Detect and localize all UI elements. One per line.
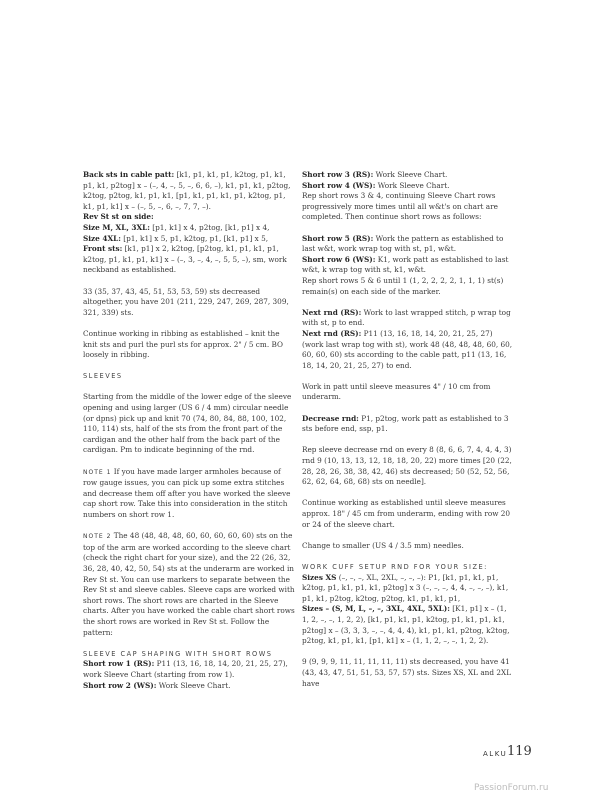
short-row-5: Short row 5 (RS): Work the pattern as established to last w&t, work wrap tog with st, p1, w&t. bbox=[302, 233, 504, 254]
sleeves-heading: SLEEVES bbox=[83, 372, 123, 381]
note1-paragraph: NOTE 1 If you have made larger armholes because of row gauge issues, you can pick up some extra stitches and decrease them off after you have worked the sleeve cap short row. Take this into consideration in the stitch numbers on short row 1. bbox=[83, 466, 291, 519]
next-rnd-1: Next rnd (RS): Work to last wrapped stitch, p wrap tog with st, p to end. bbox=[302, 307, 511, 328]
back-sts-paragraph: Back sts in cable patt: [k1, p1, k1, p1, k2tog, p1, k1, p1, k1, p2tog] x – (–, 4, –, 5, –, 6, 6, –), k1, p1, k1, p2tog, k2tog, p2tog, k1, p1, k1, [p1, k1, p1, k1, p1, k2tog, p1, k1, p1, k1] x – (–, 5, –, 6, –, 7, 7, –). bbox=[83, 170, 291, 211]
sleeve-cap-heading: SLEEVE CAP SHAPING WITH SHORT ROWS bbox=[83, 649, 273, 658]
work-patt-paragraph: Work in patt until sleeve measures 4" / 10 cm from underarm. bbox=[302, 381, 491, 402]
page-number: 119 bbox=[507, 744, 532, 759]
short-row-1: Short row 1 (RS): P11 (13, 16, 18, 14, 20, 21, 25, 27), work Sleeve Chart (starting from row 1). bbox=[83, 659, 288, 679]
cuff-setup-heading: WORK CUFF SETUP RND FOR YOUR SIZE: bbox=[302, 562, 488, 571]
continue-paragraph: Continue working in ribbing as established – knit the knit sts and purl the purl sts for approx. 2" / 5 cm. BO loosely in ribbing. bbox=[83, 328, 283, 360]
front-sts-paragraph: Front sts: [k1, p1] x 2, k2tog, [p2tog, k1, p1, k1, p1, k2tog, p1, k1, p1, k1] x – (–, 3, –, 4, –, 5, 5, –), sm, work neckband as established. bbox=[83, 244, 287, 275]
rev-st-heading: Rev St st on side: bbox=[83, 212, 154, 222]
size-4xl-line: Size 4XL: [p1, k1] x 5, p1, k2tog, p1, [k1, p1] x 5, bbox=[83, 233, 269, 243]
watermark: PassionForum.ru bbox=[474, 783, 549, 793]
footer-label: ALKU bbox=[483, 750, 508, 758]
repeat-5-6-paragraph: Rep short rows 5 & 6 until 1 (1, 2, 2, 2, 2, 1, 1, 1) st(s) remain(s) on each side of the marker. bbox=[302, 275, 504, 296]
short-row-2: Short row 2 (WS): Work Sleeve Chart. bbox=[83, 680, 231, 690]
right-column bbox=[302, 170, 514, 689]
sizes-s-paragraph: Sizes – (S, M, L, –, –, 3XL, 4XL, 5XL): [K1, p1] x – (1, 1, 2, –, –, 1, 2, 2), [k1, p1, k1, p1, k2tog, p1, k1, p1, k1, p2tog] x – (3, 3, 3, –, –, 4, 4, 4), k1, p1, k1, p2tog, k2tog, p2tog, k1, p1, k1, [p1, k1] x – (1, 1, 2, –, –, 1, 2, 2). bbox=[302, 604, 510, 646]
short-row-3: Short row 3 (RS): Work Sleeve Chart. bbox=[302, 170, 448, 179]
size-m-line: Size M, XL, 3XL: [p1, k1] x 4, p2tog, [k1, p1] x 4, bbox=[83, 222, 270, 232]
sizes-xs-paragraph: Sizes XS (–, –, –, XL, 2XL, –, –, –): P1, [k1, p1, k1, p1, k2tog, p1, k1, p1, k1, p2tog] x 3 (–, –, –, 4, 4, –, –, –), k1, p1, k1, p2tog, k2tog, p2tog, k1, p1, k1, p1, bbox=[302, 572, 509, 603]
decreased-paragraph: 33 (35, 37, 43, 45, 51, 53, 53, 59) sts decreased altogether, you have 201 (211, 229, 247, 269, 287, 309, 321, 339) sts. bbox=[83, 286, 289, 317]
left-column bbox=[83, 170, 295, 691]
note2-paragraph: NOTE 2 The 48 (48, 48, 48, 60, 60, 60, 60, 60) sts on the top of the arm are worked according to the sleeve chart (check the right chart for your size), and the 22 (26, 32, 36, 28, 40, 42, 50, 54) sts at the underarm are worked in Rev St st. You can use markers to separate between the Rev St st and sleeve cables. Sleeve caps are worked with short rows. The short rows are charted in the Sleeve charts. After you have worked the cable chart short rows the short rows are worked in Rev St st. Follow the pattern: bbox=[83, 531, 295, 637]
next-rnd-2: Next rnd (RS): P11 (13, 16, 18, 14, 20, 21, 25, 27) (work last wrap tog with st), work 48 (48, 48, 48, 60, 60, 60, 60, 60) sts according to the cable patt, p11 (13, 16, 18, 14, 20, 21, 25, 27) to end. bbox=[302, 328, 513, 370]
short-row-6: Short row 6 (WS): K1, work patt as established to last w&t, k wrap tog with st, k1, w&t. bbox=[302, 254, 509, 275]
short-row-4: Short row 4 (WS): Work Sleeve Chart. bbox=[302, 180, 450, 190]
sleeves-paragraph: Starting from the middle of the lower edge of the sleeve opening and using larger (US 6 / 4 mm) circular needle (or dpns) pick up and knit 70 (74, 80, 84, 88, 100, 102, 110, 114) sts, half of the sts from the front part of the cardigan and the other half from the back part of the cardigan. Pm to indicate beginning of the rnd. bbox=[83, 392, 292, 455]
decrease-rnd: Decrease rnd: P1, p2tog, work patt as established to 3 sts before end, ssp, p1. bbox=[302, 413, 509, 434]
repeat-3-4-paragraph: Rep short rows 3 & 4, continuing Sleeve Chart rows progressively more times until all w&t's on chart are completed. Then continue short rows as follows: bbox=[302, 191, 498, 222]
final-decreased-paragraph: 9 (9, 9, 9, 11, 11, 11, 11, 11) sts decreased, you have 41 (43, 43, 47, 51, 51, 53, 57, 57) sts. Sizes XS, XL and 2XL have bbox=[302, 657, 512, 688]
repeat-decrease-paragraph: Rep sleeve decrease rnd on every 8 (8, 6, 6, 7, 4, 4, 4, 3) rnd 9 (10, 13, 13, 12, 18, 18, 20, 22) more times [20 (22, 28, 28, 26, 38, 38, 42, 46) sts decreased; 50 (52, 52, 56, 62, 62, 64, 68, 68) sts on needle]. bbox=[302, 445, 512, 487]
change-needles-paragraph: Change to smaller (US 4 / 3.5 mm) needles. bbox=[302, 540, 464, 550]
continue-sleeve-paragraph: Continue working as established until sleeve measures approx. 18" / 45 cm from underarm, ending with row 20 or 24 of the sleeve chart. bbox=[302, 498, 511, 529]
